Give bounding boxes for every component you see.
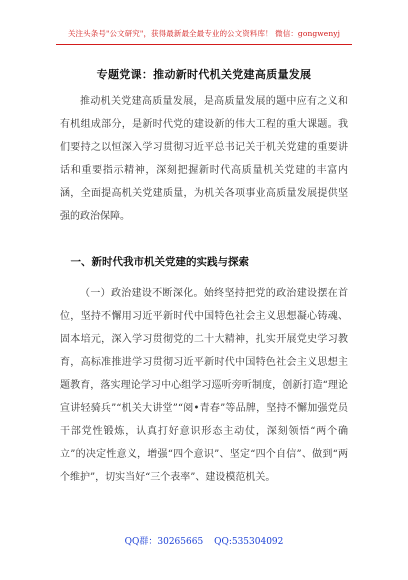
- header-divider: [56, 44, 352, 45]
- footer-qq: QQ:535304092: [214, 537, 284, 547]
- footer-qq-group: QQ群：30265665: [124, 537, 204, 547]
- section-heading: 一、新时代我市机关党建的实践与探索: [70, 256, 249, 268]
- footer-contact: [0, 534, 408, 547]
- document-title: 专题党课：推动新时代机关党建高质量发展: [96, 68, 312, 81]
- header-banner: 关注头条号"公文研究"，获得最新最全最专业的公文资料库！ 微信：gongwenyj: [67, 29, 341, 38]
- paragraph-political-building: （一）政治建设不断深化。始终坚持把党的政治建设摆在首位，坚持不懈用习近平新时代中国特色社会主义思想凝心铸魂、固本培元，深入学习贯彻党的二十大精神，扎实开展党史学习教育，高标准推进学习贯彻习近平新时代中国特色社会主义思想主题教育，落实理论学习中心组学习巡听旁听制度，创新打造“理论宣讲轻骑兵”“机关大讲堂”“阅•青春”等品牌，坚持不懈加强党员干部党性锻炼，认真打好意识形态主动仗，深刻领悟“两个确立”的决定性意义，增强“四个意识”、坚定“四个自信”、做到“两个维护”，切实当好“三个表率”、建设模范机关。: [60, 288, 348, 483]
- paragraph-intro: 推动机关党建高质量发展，是高质量发展的题中应有之义和有机组成部分，是新时代党的建设新的伟大工程的重大课题。我们要持之以恒深入学习贯彻习近平总书记关于机关党建的重要讲话和重要指示精神，深刻把握新时代高质量机关党建的丰富内涵，全面提高机关党建质量，为机关各项事业高质量发展提供坚强的政治保障。: [60, 96, 348, 222]
